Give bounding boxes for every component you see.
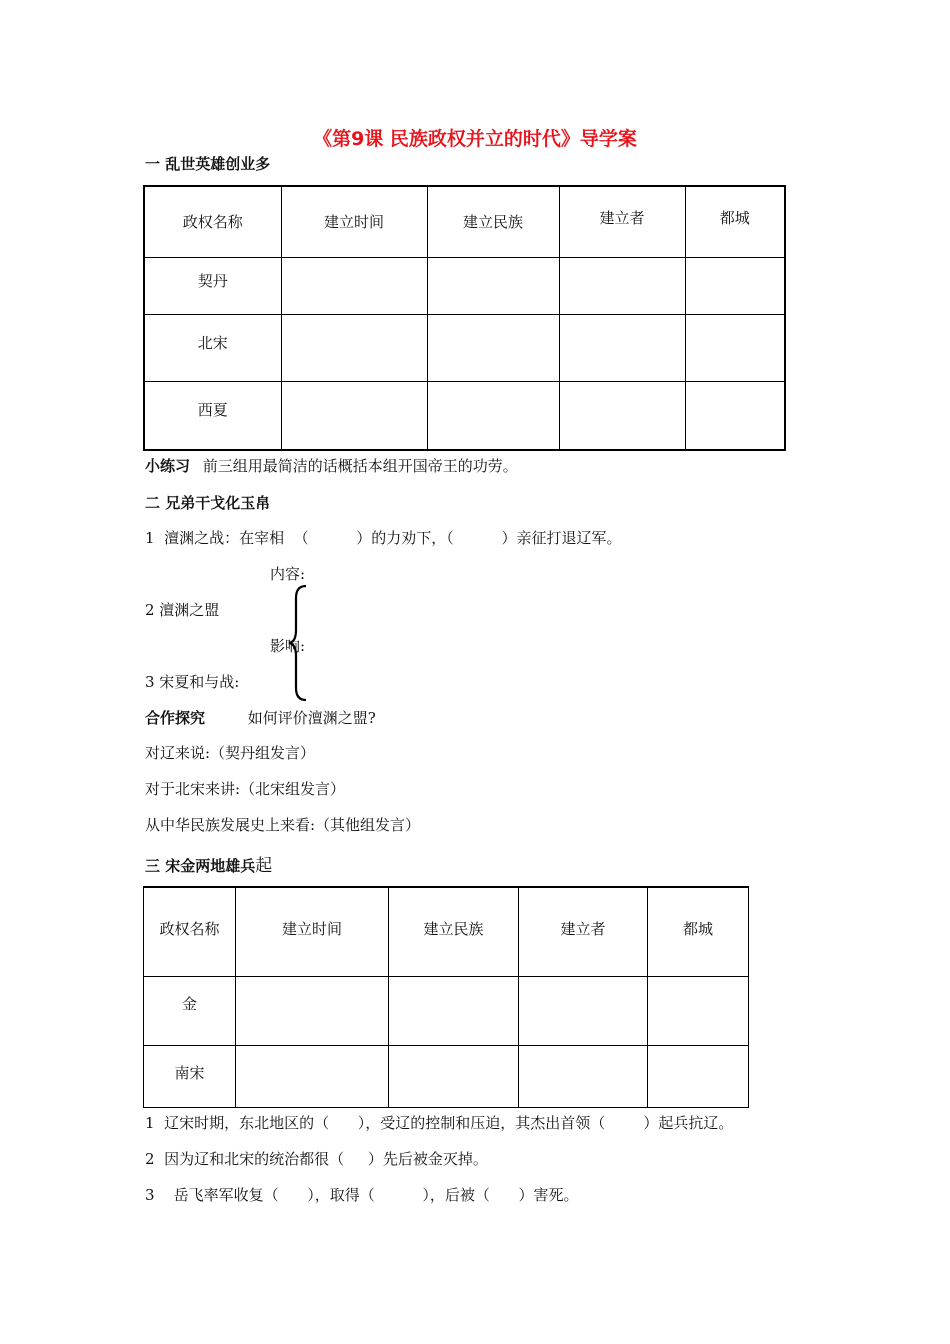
curly-brace-icon <box>286 584 310 702</box>
regimes-table-2 <box>143 886 749 1108</box>
header-founder: 建立者 <box>519 887 648 976</box>
table-row <box>144 976 749 1045</box>
blank-cell <box>281 381 427 450</box>
row-label-western-xia: 西夏 <box>144 381 281 450</box>
blank-cell <box>519 1045 648 1107</box>
section3-heading-text: 三 宋金两地雄兵 <box>145 857 256 875</box>
blank-cell <box>685 381 785 450</box>
row-label-khitan: 契丹 <box>144 257 281 314</box>
practice-line <box>145 455 518 476</box>
blank-cell <box>559 257 685 314</box>
blank-cell <box>648 976 749 1045</box>
blank-cell <box>389 976 519 1045</box>
blank-cell <box>281 257 427 314</box>
blank-cell <box>685 314 785 381</box>
table-row <box>144 381 785 450</box>
section2-heading: 二 兄弟干戈化玉帛 <box>145 494 271 512</box>
chanyuan-treaty-item: 2 澶渊之盟 <box>145 601 220 619</box>
yue-fei-question: 3 岳飞率军收复（ ），取得（ ），后被（ ）害死。 <box>145 1186 579 1204</box>
section3-heading <box>145 851 272 876</box>
inquiry-label: 合作探究 <box>145 709 206 727</box>
blank-cell <box>427 257 559 314</box>
regimes-table-1 <box>143 185 786 451</box>
inquiry-line <box>145 707 376 728</box>
practice-label: 小练习 <box>145 457 191 475</box>
header-founding-time: 建立时间 <box>281 186 427 257</box>
header-capital: 都城 <box>648 887 749 976</box>
jin-rise-question: 1 辽宋时期，东北地区的（ ），受辽的控制和压迫，其杰出首领（ ）起兵抗辽。 <box>145 1114 734 1132</box>
treaty-content-label: 内容: <box>270 565 306 583</box>
treaty-influence-label: 影响: <box>270 637 306 655</box>
header-capital: 都城 <box>685 186 785 257</box>
blank-cell <box>685 257 785 314</box>
header-founder: 建立者 <box>559 186 685 257</box>
header-regime-name: 政权名称 <box>144 186 281 257</box>
table-row <box>144 314 785 381</box>
table-row <box>144 1045 749 1107</box>
blank-cell <box>648 1045 749 1107</box>
inquiry-question: 如何评价澶渊之盟? <box>247 709 376 727</box>
inquiry-song-view: 对于北宋来讲:（北宋组发言） <box>145 780 346 798</box>
row-label-southern-song: 南宋 <box>144 1045 236 1107</box>
blank-cell <box>236 976 389 1045</box>
header-founding-ethnicity: 建立民族 <box>427 186 559 257</box>
page-title: 《第9课 民族政权并立的时代》导学案 <box>313 128 637 150</box>
liao-song-fall-question: 2 因为辽和北宋的统治都很（ ）先后被金灭掉。 <box>145 1150 488 1168</box>
section3-heading-tail: 起 <box>255 856 273 876</box>
inquiry-liao-view: 对辽来说:（契丹组发言） <box>145 744 316 762</box>
chanyuan-battle-question: 1 澶渊之战：在宰相 （ ）的力劝下，（ ）亲征打退辽军。 <box>145 529 622 547</box>
blank-cell <box>559 381 685 450</box>
section1-heading: 一 乱世英雄创业多 <box>145 155 271 173</box>
blank-cell <box>427 381 559 450</box>
blank-cell <box>519 976 648 1045</box>
header-founding-time: 建立时间 <box>236 887 389 976</box>
blank-cell <box>281 314 427 381</box>
table-row <box>144 257 785 314</box>
practice-text: 前三组用最简洁的话概括本组开国帝王的功劳。 <box>202 457 518 475</box>
blank-cell <box>389 1045 519 1107</box>
song-xia-item: 3 宋夏和与战: <box>145 673 240 691</box>
header-regime-name: 政权名称 <box>144 887 236 976</box>
blank-cell <box>559 314 685 381</box>
blank-cell <box>236 1045 389 1107</box>
inquiry-nation-view: 从中华民族发展史上来看:（其他组发言） <box>145 816 421 834</box>
header-founding-ethnicity: 建立民族 <box>389 887 519 976</box>
row-label-jin: 金 <box>144 976 236 1045</box>
row-label-northern-song: 北宋 <box>144 314 281 381</box>
blank-cell <box>427 314 559 381</box>
